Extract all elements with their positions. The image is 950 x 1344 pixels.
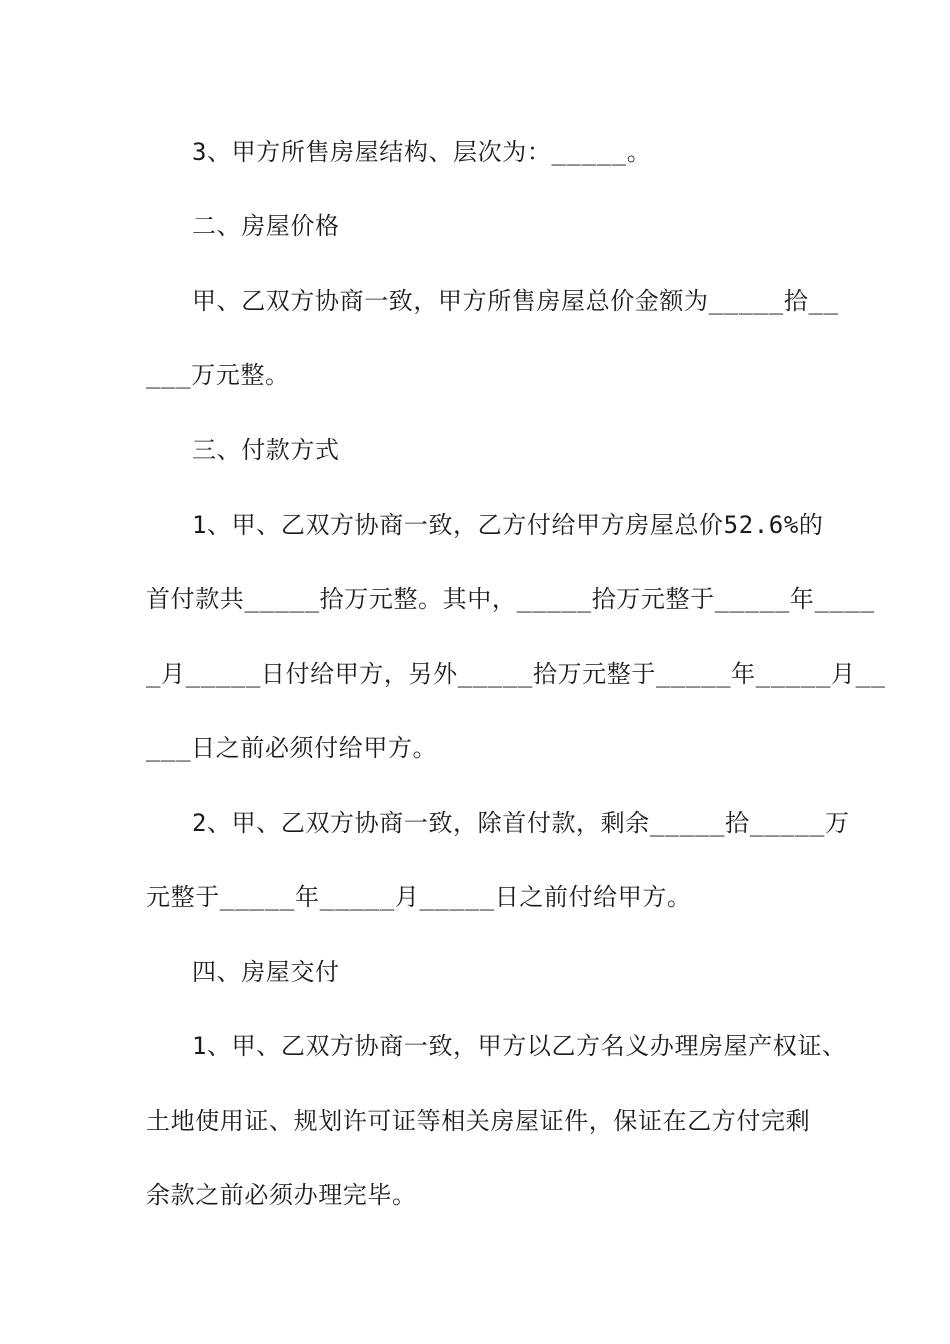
section-heading-price: 二、房屋价格 [192,212,340,240]
payment-clause-1-line-1: 1、甲、乙双方协商一致，乙方付给甲方房屋总价52.6%的 [192,511,824,539]
section-heading-delivery: 四、房屋交付 [192,958,340,986]
payment-clause-1-line-4: ___日之前必须付给甲方。 [146,734,438,762]
payment-clause-1-line-2: 首付款共_____拾万元整。其中，_____拾万元整于_____年____ [146,585,875,613]
clause-structure-floor: 3、甲方所售房屋结构、层次为：_____。 [192,138,652,166]
price-paragraph-line-1: 甲、乙双方协商一致，甲方所售房屋总价金额为_____拾__ [192,287,839,315]
delivery-clause-1-line-2: 土地使用证、规划许可证等相关房屋证件，保证在乙方付完剩 [146,1107,811,1135]
delivery-clause-1-line-3: 余款之前必须办理完毕。 [146,1181,417,1209]
section-heading-payment: 三、付款方式 [192,436,340,464]
price-paragraph-line-2: ___万元整。 [146,361,290,389]
payment-clause-1-line-3: _月_____日付给甲方，另外_____拾万元整于_____年_____月__ [146,660,886,688]
delivery-clause-1-line-1: 1、甲、乙双方协商一致，甲方以乙方名义办理房屋产权证、 [192,1032,847,1060]
payment-clause-2-line-1: 2、甲、乙双方协商一致，除首付款，剩余_____拾_____万 [192,809,850,837]
payment-clause-2-line-2: 元整于_____年_____月_____日之前付给甲方。 [146,883,692,911]
